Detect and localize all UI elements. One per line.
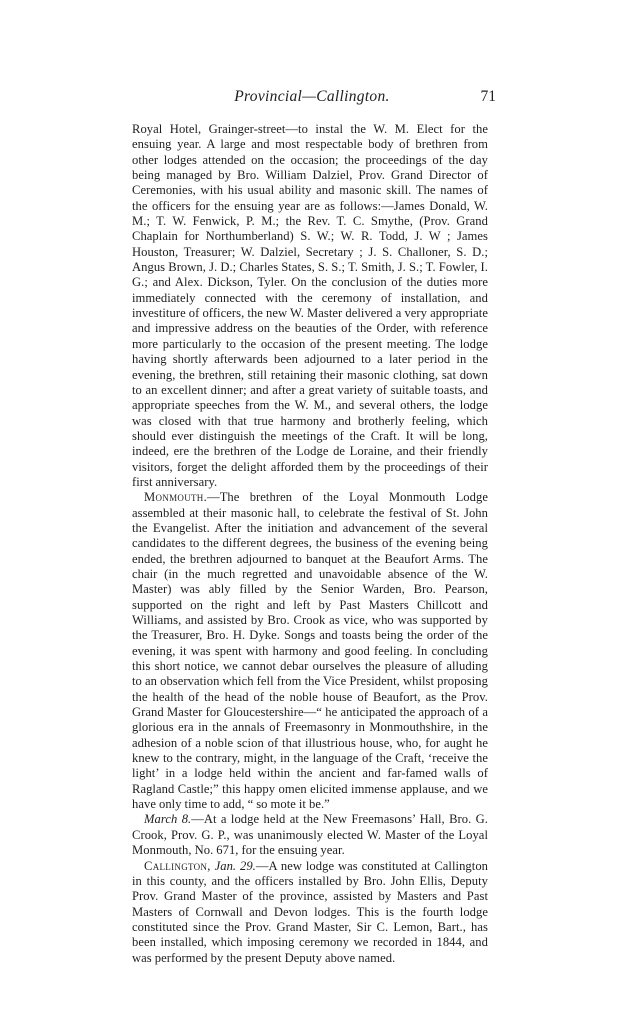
section-heading-callington: Callington,	[144, 858, 211, 873]
paragraph-text: —The brethren of the Loyal Monmouth Lodge assembled at their masonic hall, to celebrate the festival of St. John the Evangelist. After the initiation and advancement of the several candidates to the different degrees, the business of the evening being ended, the brethren adjourned to banquet at the Beaufort Arms. The chair (in the much regretted and unavoidable absence of the W. Master) was ably filled by the Senior Warden, Bro. Pearson, supported on the right and left by Past Masters Chillcott and Williams, and assisted by Bro. Crook as vice, who was supported by the Treasurer, Bro. H. Dyke. Songs and toasts being the order of the evening, it was spent with harmony and good feeling. In concluding this short notice, we cannot debar ourselves the pleasure of alluding to an observation which fell from the Vice President, whilst proposing the health of the head of the noble house of Beaufort, as the Prov. Grand Master for Gloucestershire—“ he anticipated the approach of a glorious era in the annals of Freemasonry in Monmouthshire, in the adhesion of a noble scion of that illustrious house, who, for aught he knew to the contrary, might, in the language of the Craft, ‘receive the light’ in a lodge held within the ancient and far-famed walls of Ragland Castle;” this happy omen elicited immense applause, and we have only time to add, “ so mote it be.”	[132, 490, 488, 812]
date-heading-march-8: March 8.	[144, 812, 192, 827]
date-heading-jan-29: Jan. 29.	[214, 858, 256, 873]
paragraph-monmouth	[132, 490, 488, 812]
section-heading-monmouth: Monmouth.	[144, 490, 208, 505]
running-title: Provincial—Callington.	[234, 88, 390, 105]
page-header	[132, 88, 496, 110]
paragraph-newcastle-lodge	[132, 122, 488, 490]
paragraph-march-8	[132, 812, 488, 858]
paragraph-text: —A new lodge was constituted at Callington in this county, and the officers installed by Bro. John Ellis, Deputy Prov. Grand Master of the province, assisted by Masters and Past Masters of Cornwall and Devon lodges. This is the fourth lodge constituted since the Prov. Grand Master, Sir C. Lemon, Bart., has been installed, which imposing ceremony we recorded in 1844, and was performed by the present Deputy above named.	[132, 858, 489, 965]
paragraph-text: Royal Hotel, Grainger-street—to instal the W. M. Elect for the ensuing year. A large and most respectable body of brethren from other lodges attended on the occasion; the proceedings of the day being managed by Bro. William Dalziel, Prov. Grand Director of Ceremonies, with his usual ability and masonic skill. The names of the officers for the ensuing year are as follows:—James Donald, W. M.; T. W. Fenwick, P. M.; the Rev. T. C. Smythe, (Prov. Grand Chaplain for Northumberland) S. W.; W. R. Todd, J. W ; James Houston, Treasurer; W. Dalziel, Secretary ; J. S. Challoner, S. D.; Angus Brown, J. D.; Charles States, S. S.; T. Smith, J. S.; T. Fowler, I. G.; and Alex. Dickson, Tyler. On the conclusion of the duties more immediately connected with the ceremony of installation, and investiture of officers, the new W. Master delivered a very appropriate and impressive address on the beauties of the Order, with reference more particularly to the occasion of the present meeting. The lodge having shortly afterwards been adjourned to a later period in the evening, the brethren, still retaining their masonic clothing, sat down to an excellent dinner; and after a great variety of suitable toasts, and appropriate speeches from the W. M., and several others, the lodge was closed with that true harmony and brotherly feeling, which should ever distinguish the meetings of the Craft. It will be long, indeed, ere the brethren of the Lodge de Loraine, and their friendly visitors, forget the delight afforded them by the proceedings of their first anniversary.	[132, 122, 488, 489]
paragraph-callington	[132, 859, 488, 966]
article-body	[132, 122, 488, 966]
paragraph-text: —At a lodge held at the New Freemasons’ Hall, Bro. G. Crook, Prov. G. P., was unanimously elected W. Master of the Loyal Monmouth, No. 671, for the ensuing year.	[132, 812, 489, 858]
page-number: 71	[480, 88, 496, 105]
